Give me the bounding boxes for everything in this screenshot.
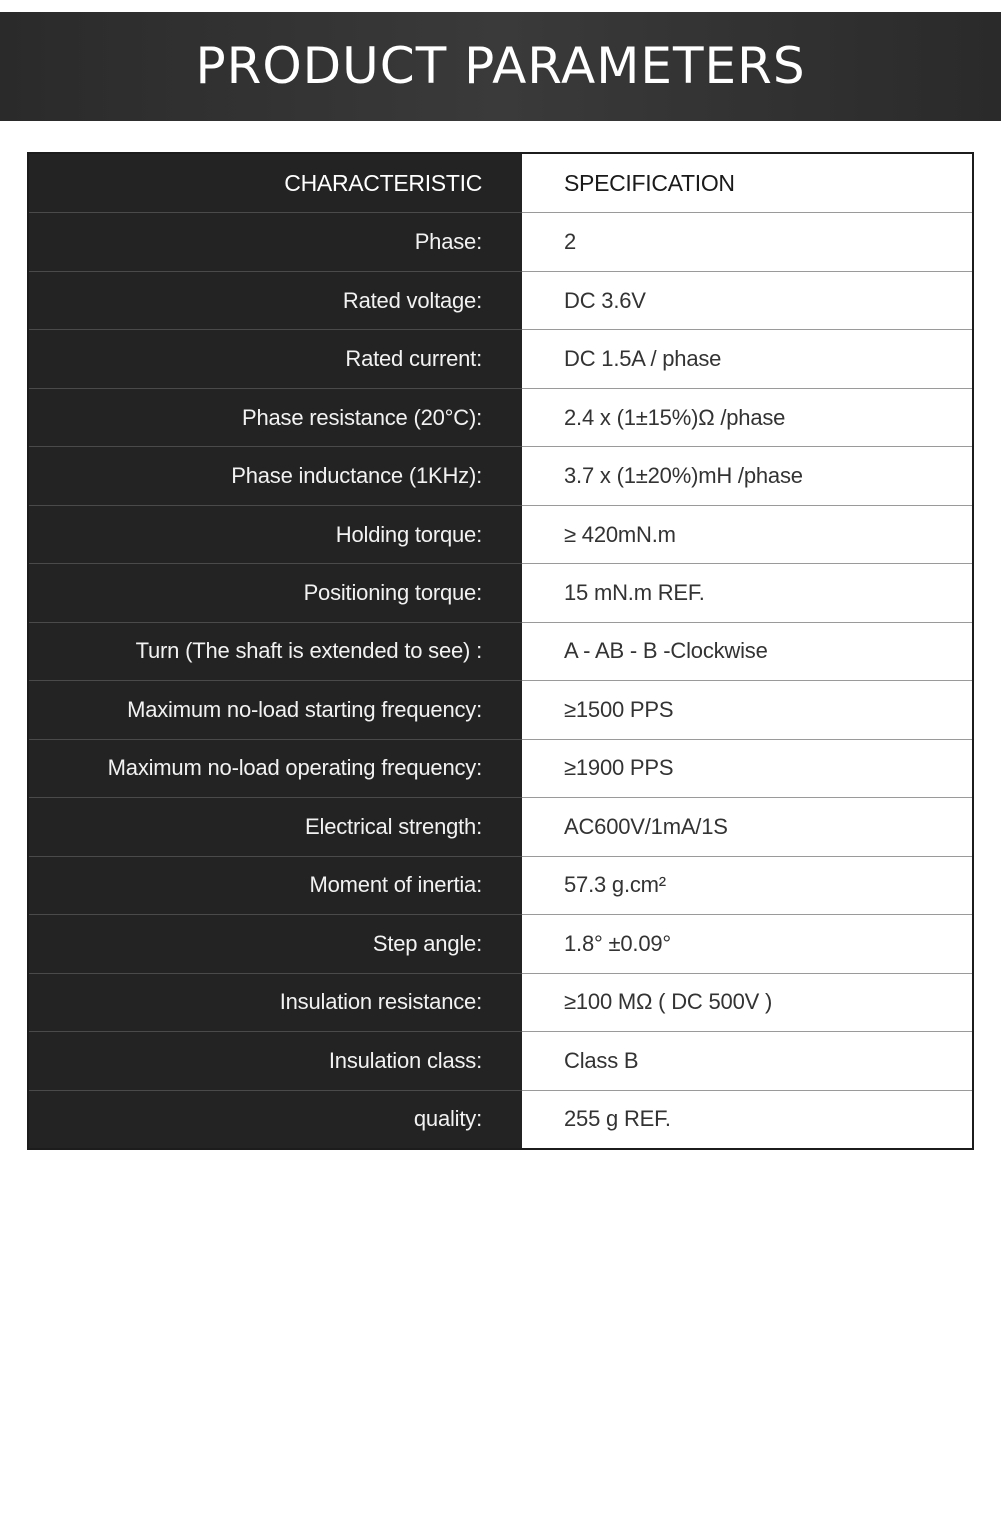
characteristic-column-header: CHARACTERISTIC (29, 154, 522, 212)
table-row (29, 1090, 972, 1148)
table-row (29, 680, 972, 738)
characteristic-label: Positioning torque: (29, 563, 522, 621)
characteristic-label: Phase: (29, 212, 522, 270)
table-row (29, 973, 972, 1031)
specification-column-header: SPECIFICATION (564, 169, 735, 196)
table-row (29, 329, 972, 387)
table-row (29, 797, 972, 855)
characteristic-label: Insulation resistance: (29, 973, 522, 1031)
table-row (29, 271, 972, 329)
characteristic-label: Phase inductance (1KHz): (29, 446, 522, 504)
specification-value: AC600V/1mA/1S (522, 797, 972, 855)
specification-value: ≥100 MΩ ( DC 500V ) (522, 973, 972, 1031)
table-row (29, 212, 972, 270)
table-row (29, 388, 972, 446)
characteristic-label: Phase resistance (20°C): (29, 388, 522, 446)
specification-value: 2.4 x (1±15%)Ω /phase (522, 388, 972, 446)
specification-value: Class B (522, 1031, 972, 1089)
specification-value: 255 g REF. (522, 1090, 972, 1148)
specification-value: 15 mN.m REF. (522, 563, 972, 621)
characteristic-label: Maximum no-load operating frequency: (29, 739, 522, 797)
specification-value: 3.7 x (1±20%)mH /phase (522, 446, 972, 504)
characteristic-label: Electrical strength: (29, 797, 522, 855)
page-title: PRODUCT PARAMETERS (195, 36, 806, 95)
characteristic-label: Rated voltage: (29, 271, 522, 329)
specification-value: DC 1.5A / phase (522, 329, 972, 387)
header-banner (0, 12, 1001, 121)
characteristic-label: Holding torque: (29, 505, 522, 563)
specification-value: ≥1900 PPS (522, 739, 972, 797)
specification-value: ≥1500 PPS (522, 680, 972, 738)
specification-value: 1.8° ±0.09° (522, 914, 972, 972)
characteristic-label: Insulation class: (29, 1031, 522, 1089)
table-row (29, 1031, 972, 1089)
table-row (29, 622, 972, 680)
specification-value: DC 3.6V (522, 271, 972, 329)
characteristic-label: Step angle: (29, 914, 522, 972)
table-row (29, 446, 972, 504)
table-header-row (29, 154, 972, 212)
table-row (29, 563, 972, 621)
specification-value: ≥ 420mN.m (522, 505, 972, 563)
table-row (29, 739, 972, 797)
table-row (29, 914, 972, 972)
table-row (29, 505, 972, 563)
characteristic-label: Moment of inertia: (29, 856, 522, 914)
parameters-table (27, 152, 974, 1150)
specification-value: A - AB - B -Clockwise (522, 622, 972, 680)
table-row (29, 856, 972, 914)
characteristic-label: Rated current: (29, 329, 522, 387)
specification-value: 2 (522, 212, 972, 270)
specification-value: 57.3 g.cm² (522, 856, 972, 914)
characteristic-label: Maximum no-load starting frequency: (29, 680, 522, 738)
characteristic-label: Turn (The shaft is extended to see) : (29, 622, 522, 680)
characteristic-label: quality: (29, 1090, 522, 1148)
